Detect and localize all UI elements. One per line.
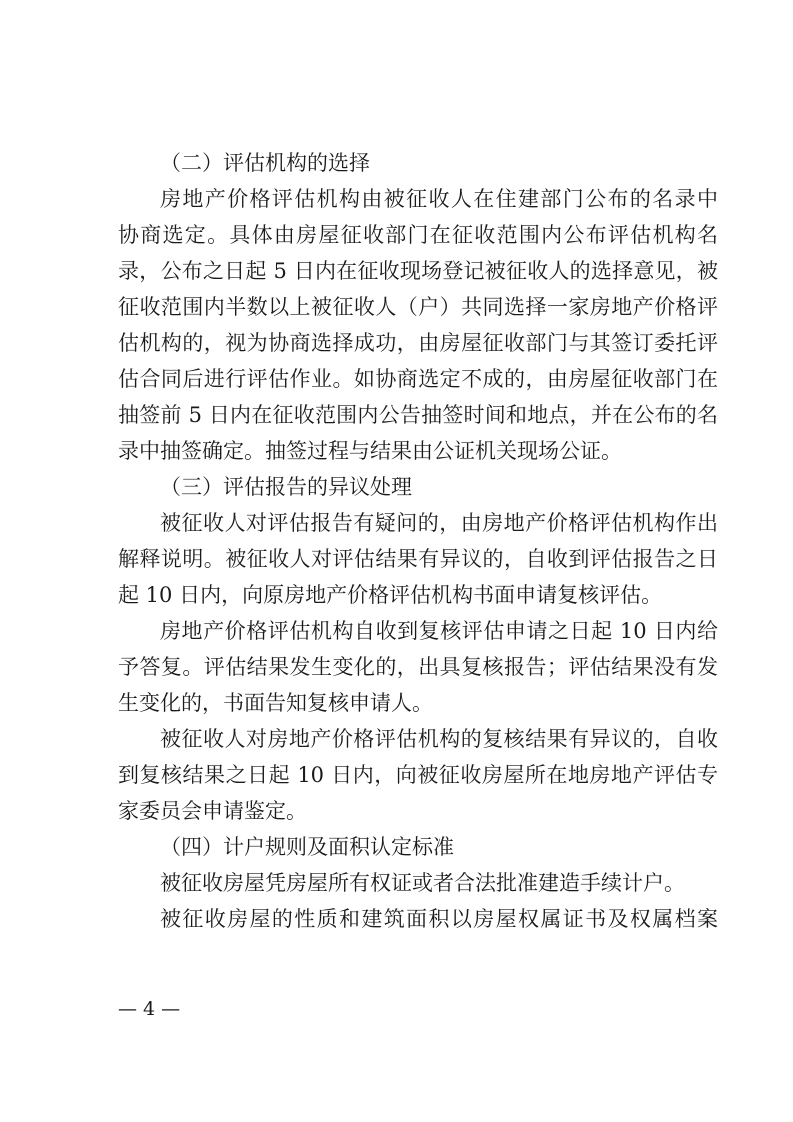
paragraph-line: 估机构的，视为协商选择成功，由房屋征收部门与其签订委托评	[118, 331, 718, 355]
paragraph-line: 录，公布之日起 5 日内在征收现场登记被征收人的选择意见，被	[118, 259, 718, 283]
section-heading-4: （四）计户规则及面积认定标准	[160, 835, 454, 859]
paragraph-line: 被征收人对房地产价格评估机构的复核结果有异议的，自收	[160, 727, 718, 751]
paragraph-line: 房地产价格评估机构由被征收人在住建部门公布的名录中	[160, 187, 718, 211]
paragraph-line: 予答复。评估结果发生变化的，出具复核报告；评估结果没有发	[118, 655, 718, 679]
section-heading-3: （三）评估报告的异议处理	[160, 475, 412, 499]
paragraph-line: 解释说明。被征收人对评估结果有异议的，自收到评估报告之日	[118, 547, 718, 571]
paragraph-line: 录中抽签确定。抽签过程与结果由公证机关现场公证。	[118, 439, 622, 463]
paragraph-line: 被征收房屋凭房屋所有权证或者合法批准建造手续计户。	[160, 871, 685, 895]
paragraph-line: 生变化的，书面告知复核申请人。	[118, 691, 433, 715]
paragraph-line: 被征收人对评估报告有疑问的，由房地产价格评估机构作出	[160, 511, 718, 535]
paragraph-line: 征收范围内半数以上被征收人（户）共同选择一家房地产价格评	[118, 295, 718, 319]
paragraph-line: 抽签前 5 日内在征收范围内公告抽签时间和地点，并在公布的名	[118, 403, 718, 427]
paragraph-line: 房地产价格评估机构自收到复核评估申请之日起 10 日内给	[160, 619, 718, 643]
section-heading-2: （二）评估机构的选择	[160, 151, 370, 175]
paragraph-line: 家委员会申请鉴定。	[118, 799, 307, 823]
page-number: — 4 —	[118, 998, 181, 1020]
paragraph-line: 估合同后进行评估作业。如协商选定不成的，由房屋征收部门在	[118, 367, 718, 391]
paragraph-line: 起 10 日内，向原房地产价格评估机构书面申请复核评估。	[118, 583, 663, 607]
paragraph-line: 协商选定。具体由房屋征收部门在征收范围内公布评估机构名	[118, 223, 718, 247]
document-body	[118, 145, 718, 937]
paragraph-line: 到复核结果之日起 10 日内，向被征收房屋所在地房地产评估专	[118, 763, 718, 787]
paragraph-line: 被征收房屋的性质和建筑面积以房屋权属证书及权属档案	[160, 907, 718, 931]
